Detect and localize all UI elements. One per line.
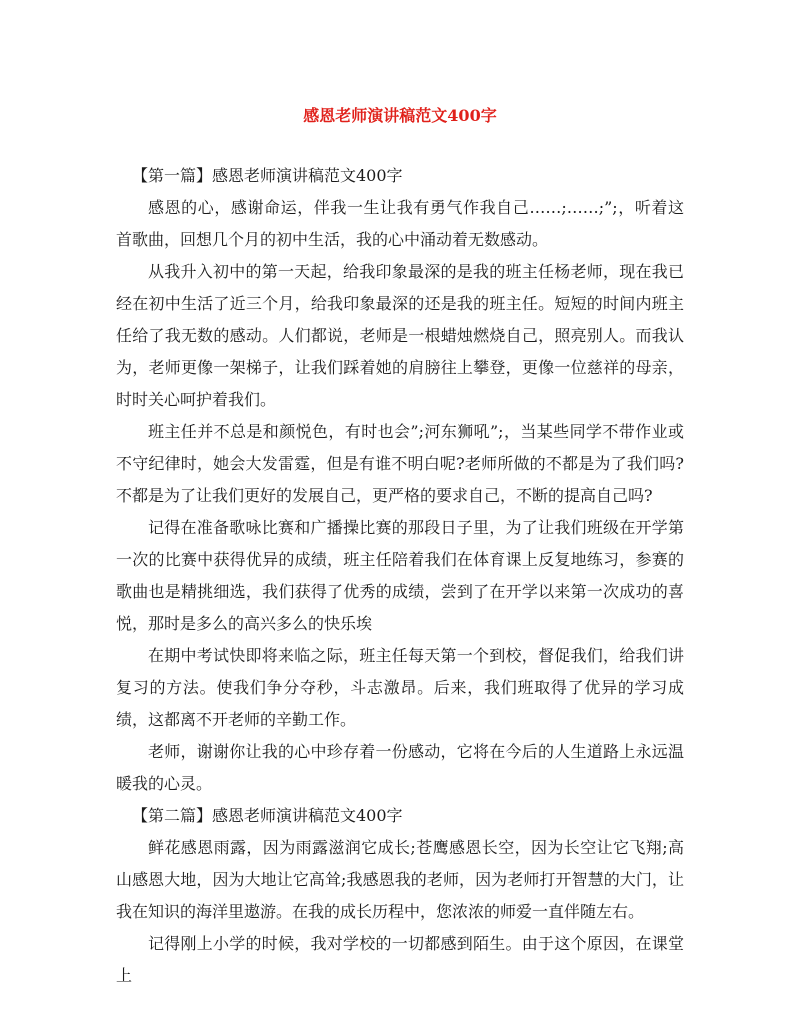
paragraph: 老师，谢谢你让我的心中珍存着一份感动，它将在今后的人生道路上永远温暖我的心灵。 (116, 742, 684, 793)
page-title: 感恩老师演讲稿范文400字 (303, 106, 497, 125)
paragraph: 感恩的心，感谢命运，伴我一生让我有勇气作我自己……;……;”;，听着这首歌曲，回想几个月的初中生活，我的心中涌动着无数感动。 (116, 198, 684, 249)
section-heading-2: 【第二篇】感恩老师演讲稿范文400字 (132, 806, 403, 825)
document-body (116, 160, 684, 992)
paragraph: 记得在准备歌咏比赛和广播操比赛的那段日子里，为了让我们班级在开学第一次的比赛中获得优异的成绩，班主任陪着我们在体育课上反复地练习，参赛的歌曲也是精挑细选，我们获得了优秀的成绩，尝到了在开学以来第一次成功的喜悦，那时是多么的高兴多么的快乐埃 (116, 518, 684, 633)
paragraph: 班主任并不总是和颜悦色，有时也会”;河东狮吼”;，当某些同学不带作业或不守纪律时，她会大发雷霆，但是有谁不明白呢?老师所做的不都是为了我们吗?不都是为了让我们更好的发展自己，更严格的要求自己，不断的提高自己吗? (116, 422, 684, 505)
paragraph: 记得刚上小学的时候，我对学校的一切都感到陌生。由于这个原因，在课堂上 (116, 934, 684, 985)
paragraph: 在期中考试快即将来临之际，班主任每天第一个到校，督促我们，给我们讲复习的方法。使我们争分夺秒，斗志激昂。后来，我们班取得了优异的学习成绩，这都离不开老师的辛勤工作。 (116, 646, 684, 729)
paragraph: 鲜花感恩雨露，因为雨露滋润它成长;苍鹰感恩长空，因为长空让它飞翔;高山感恩大地，因为大地让它高耸;我感恩我的老师，因为老师打开智慧的大门，让我在知识的海洋里遨游。在我的成长历程中，您浓浓的师爱一直伴随左右。 (116, 838, 684, 921)
section-heading-1: 【第一篇】感恩老师演讲稿范文400字 (132, 166, 403, 185)
paragraph: 从我升入初中的第一天起，给我印象最深的是我的班主任杨老师，现在我已经在初中生活了近三个月，给我印象最深的还是我的班主任。短短的时间内班主任给了我无数的感动。人们都说，老师是一根蜡烛燃烧自己，照亮别人。而我认为，老师更像一架梯子，让我们踩着她的肩膀往上攀登，更像一位慈祥的母亲，时时关心呵护着我们。 (116, 262, 684, 409)
